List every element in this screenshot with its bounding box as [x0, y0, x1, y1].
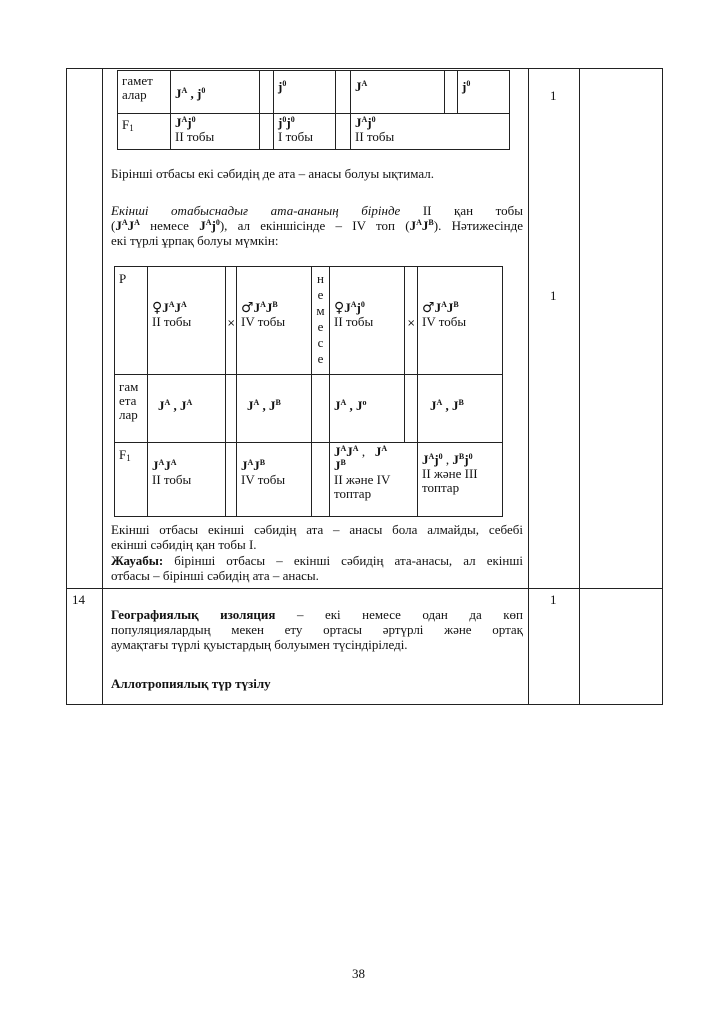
f1-cell-1: $J^AJ^A$ II тобы	[148, 443, 226, 517]
or-letter: е	[317, 351, 324, 366]
gametes-cell-3: $J^A$ , $J^o$	[330, 375, 405, 443]
f1-cell-1: $J^Aj^0$ II тобы	[171, 114, 260, 150]
f1-cell-2: $J^AJ^B$ IV тобы	[237, 443, 312, 517]
table2-p-row	[115, 267, 503, 375]
empty-cell	[226, 375, 237, 443]
outer-bottom-border	[66, 704, 663, 705]
answer-line-1: Жауабы: бірінші отбасы – екінші сәбидің ата-анасы, ал екінші	[111, 553, 523, 568]
row-divider	[66, 588, 663, 589]
outer-right-border	[662, 68, 663, 704]
empty-cell	[336, 71, 351, 114]
or-letter: е	[317, 287, 324, 302]
answer-line-2: отбасы – бірінші сәбидің ата – анасы.	[111, 568, 319, 583]
f1-cell-3: $J^AJ^A$ , $J^A$ $J^B$ II және IV топтар	[330, 443, 418, 517]
male-2-cell: $♂J^AJ^B$ IV тобы	[418, 267, 503, 375]
page-number: 38	[352, 966, 365, 981]
gamete-cell-3: $J^A$	[351, 71, 445, 114]
empty-cell	[260, 114, 274, 150]
gametes-cell-2: $J^A$ , $J^B$	[237, 375, 312, 443]
row-14-term: Географиялық изоляция	[111, 607, 276, 622]
gametes-cell-4: $J^A$ , $J^B$	[418, 375, 503, 443]
empty-cell	[260, 71, 274, 114]
conclusion-line-2: екінші сәбидің қан тобы І.	[111, 537, 257, 552]
second-family-line-2: ($J^AJ^A$ немесе $J^Aj^0$), ал екіншісінде – IV топ $(J^AJ^B)$. Нәтижесінде	[111, 218, 523, 233]
row-14-score: 1	[550, 592, 557, 607]
score-1: 1	[550, 88, 557, 103]
answer-label: Жауабы:	[111, 553, 164, 568]
f1-label: F1	[118, 114, 171, 150]
table2-gametes-row	[115, 375, 503, 443]
f1-cell-3: $J^Aj^0$ II тобы	[351, 114, 510, 150]
f1-cell-4: $J^Aj^0$ , $J^Bj^0$ II және III топтар	[418, 443, 503, 517]
gamete-cell-1: $J^A$ , $j^0$	[171, 71, 260, 114]
row-14-line-3: аумақтағы түрлі қуыстардың болуымен түсіндіріледі.	[111, 637, 408, 652]
row-14-number: 14	[72, 592, 85, 607]
gamete-cell-2: $j^0$	[274, 71, 336, 114]
empty-cell	[336, 114, 351, 150]
cross-symbol-1: ×	[226, 267, 237, 375]
gametes-label: гам ета лар	[115, 375, 148, 443]
outer-top-border	[66, 68, 663, 69]
cross-symbol-2: ×	[405, 267, 418, 375]
table1-gametes-row	[118, 71, 510, 114]
table1-f1-row	[118, 114, 510, 150]
female-2-cell: $♀J^Aj^0$ II тобы	[330, 267, 405, 375]
genetics-table-1	[117, 70, 510, 150]
or-vertical-cell	[312, 267, 330, 375]
gametes-label: гамет алар	[118, 71, 171, 114]
or-letter: с	[317, 335, 324, 350]
or-letter: м	[316, 303, 325, 318]
empty-cell	[312, 443, 330, 517]
gametes-cell-1: $J^A$ , $J^A$	[148, 375, 226, 443]
row-14-line-1	[111, 607, 523, 622]
row-14-line1-rest: – екі немесе одан да көп	[296, 607, 523, 622]
conclusion-line-1: Екінші отбасы екінші сәбидің ата – анасы бола алмайды, себебі	[111, 522, 523, 537]
female-1-cell: $♀J^AJ^A$ II тобы	[148, 267, 226, 375]
empty-cell	[445, 71, 458, 114]
empty-cell	[226, 443, 237, 517]
male-1-cell: $♂J^AJ^B$ IV тобы	[237, 267, 312, 375]
outer-left-border	[66, 68, 67, 704]
or-letter: е	[317, 319, 324, 334]
p-label: P	[115, 267, 148, 375]
col-3-border	[579, 68, 580, 704]
first-family-paragraph: Бірінші отбасы екі сәбидің де ата – анасы болуы ықтимал.	[111, 166, 434, 181]
second-family-line-1	[111, 203, 523, 218]
row-14-line-2: популяциялардың мекен ету ортасы әртүрлі және ортақ	[111, 622, 523, 637]
allotropic-heading: Аллотропиялық түр түзілу	[111, 676, 271, 691]
empty-cell	[405, 375, 418, 443]
f1-cell-2: $j^0j^0$ I тобы	[274, 114, 336, 150]
gamete-cell-4: $j^0$	[458, 71, 510, 114]
or-letter: н	[317, 271, 324, 286]
table2-f1-row	[115, 443, 503, 517]
score-2: 1	[550, 288, 557, 303]
second-family-line-3: екі түрлі ұрпақ болуы мүмкін:	[111, 233, 279, 248]
f1-label: F1	[115, 443, 148, 517]
line1-rest: II қан тобы	[422, 203, 523, 218]
genetics-table-2	[114, 266, 503, 517]
col-1-border	[102, 68, 103, 704]
italic-lead: Екінші отабыснадығ ата-ананың біріндe	[111, 203, 401, 218]
col-2-border	[528, 68, 529, 704]
empty-cell	[312, 375, 330, 443]
row-14-heading	[111, 676, 523, 691]
